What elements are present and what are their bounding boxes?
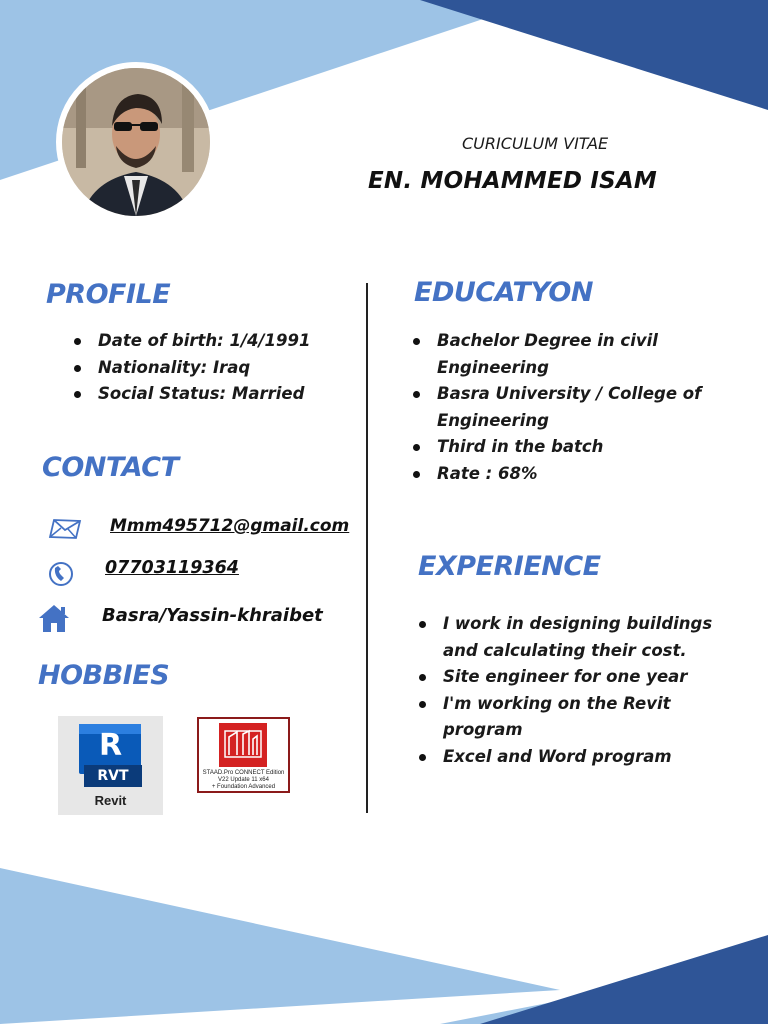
envelope-icon [48, 517, 82, 541]
address-text: Basra/Yassin-khraibet [102, 605, 323, 626]
revit-caption: Revit [94, 793, 127, 808]
staad-caption [199, 770, 288, 791]
education-heading: EDUCATYON [414, 277, 593, 308]
experience-heading: EXPERIENCE [418, 551, 601, 582]
list-item: Rate : 68% [409, 461, 754, 488]
phone-icon [46, 560, 76, 588]
staad-caption-line: + Foundation Advanced [211, 784, 276, 790]
bottom-right-dark-triangle [480, 935, 768, 1024]
staad-caption-line: STAAD.Pro CONNECT Edition [202, 770, 285, 776]
list-item: I work in designing buildings and calculating their cost. [415, 611, 735, 664]
revit-logo [58, 716, 163, 815]
list-item: Date of birth: 1/4/1991 [70, 328, 360, 355]
contact-heading: CONTACT [42, 452, 179, 483]
bottom-left-light-triangle [0, 868, 560, 1024]
experience-list [415, 611, 735, 770]
list-item: Nationality: Iraq [70, 355, 360, 382]
revit-code: RVT [97, 768, 129, 784]
staad-logo [197, 717, 290, 793]
revit-badge: R [98, 728, 123, 763]
list-item: Basra University / College of Engineering [409, 381, 754, 434]
profile-list [70, 328, 360, 408]
list-item: I'm working on the Revit program [415, 691, 735, 744]
education-list [409, 328, 754, 487]
profile-photo [56, 62, 216, 222]
phone-link[interactable]: 07703119364 [105, 558, 239, 578]
list-item: Site engineer for one year [415, 664, 735, 691]
email-link[interactable]: Mmm495712@gmail.com [110, 516, 350, 536]
top-right-dark-triangle [420, 0, 768, 110]
list-item: Third in the batch [409, 434, 754, 461]
home-icon [37, 602, 71, 634]
hobbies-heading: HOBBIES [38, 660, 170, 691]
column-divider [366, 283, 368, 813]
staad-caption-line: V22 Update 11 x64 [218, 777, 269, 783]
staad-icon [199, 719, 288, 769]
profile-heading: PROFILE [46, 279, 171, 310]
cv-label: CURICULUM VITAE [462, 134, 609, 153]
list-item: Excel and Word program [415, 744, 735, 771]
list-item: Bachelor Degree in civil Engineering [409, 328, 754, 381]
candidate-name: EN. MOHAMMED ISAM [368, 168, 657, 194]
list-item: Social Status: Married [70, 381, 360, 408]
